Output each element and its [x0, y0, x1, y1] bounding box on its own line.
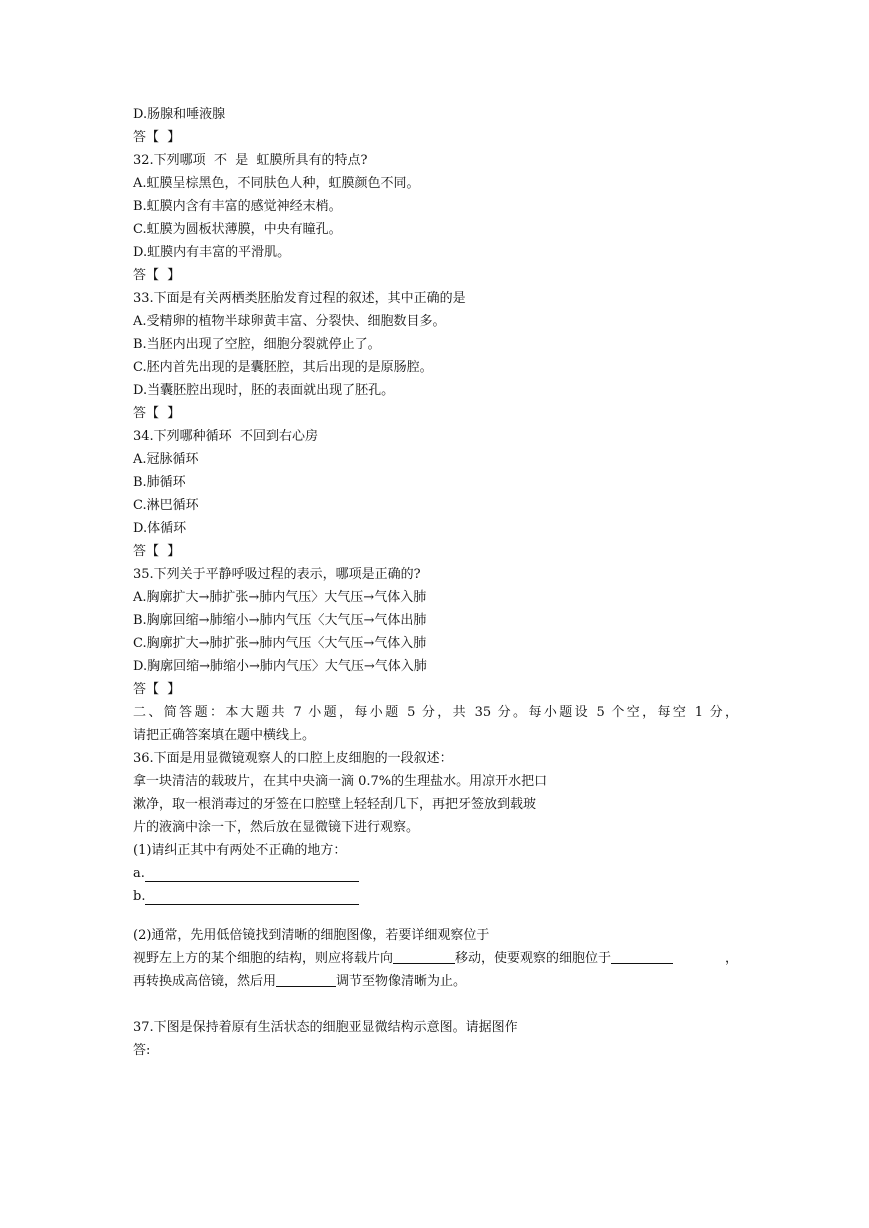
option-35-a: A.胸廓扩大→肺扩张→肺内气压〉大气压→气体入肺: [133, 590, 427, 605]
option-34-a: A.冠脉循环: [133, 452, 199, 467]
option-32-a: A.虹膜呈棕黑色，不同肤色人种，虹膜颜色不同。: [133, 176, 420, 191]
question-36-passage-line-2: 漱净，取一根消毒过的牙签在口腔壁上轻轻刮几下，再把牙签放到载玻: [133, 797, 537, 812]
section-2-instructions: 请把正确答案填在题中横线上。: [133, 728, 316, 743]
option-31-d: D.肠腺和唾液腺: [133, 107, 226, 122]
question-36-part-1: (1)请纠正其中有两处不正确的地方：: [133, 843, 347, 858]
part-2-text-a: 视野左上方的某个细胞的结构，则应将载片向: [133, 951, 394, 966]
answer-a-blank[interactable]: [145, 869, 359, 882]
adjustment-blank[interactable]: [276, 974, 336, 987]
option-32-d: D.虹膜内有丰富的平滑肌。: [133, 245, 291, 260]
part-2-text-b: 移动，使要观察的细胞位于: [455, 951, 612, 966]
question-36-answer-b: [133, 889, 359, 905]
option-33-d: D.当囊胚腔出现时，胚的表面就出现了胚孔。: [133, 383, 395, 398]
answer-32: 答【 】: [133, 268, 181, 283]
answer-34: 答【 】: [133, 544, 181, 559]
question-37: 37.下图是保持着原有生活状态的细胞亚显微结构示意图。请据图作: [133, 1020, 518, 1035]
option-33-b: B.当胚内出现了空腔，细胞分裂就停止了。: [133, 337, 381, 352]
option-32-b: B.虹膜内含有丰富的感觉神经末梢。: [133, 199, 342, 214]
question-36: 36.下面是用显微镜观察人的口腔上皮细胞的一段叙述：: [133, 751, 453, 766]
answer-35: 答【 】: [133, 682, 181, 697]
question-36-part-2-line-3: [133, 974, 466, 990]
position-blank[interactable]: [611, 951, 673, 964]
answer-33: 答【 】: [133, 406, 181, 421]
part-2-text-c: ，: [724, 951, 738, 966]
question-32: 32.下列哪项 不 是 虹膜所具有的特点?: [133, 153, 368, 168]
question-36-part-2-line-2: [133, 951, 738, 967]
question-34: 34.下列哪种循环 不回到右心房: [133, 429, 318, 444]
option-34-b: B.肺循环: [133, 475, 186, 490]
option-32-c: C.虹膜为圆板状薄膜，中央有瞳孔。: [133, 222, 342, 237]
part-2-text-d: 再转换成高倍镜，然后用: [133, 974, 277, 989]
option-34-d: D.体循环: [133, 521, 187, 536]
section-2-heading: 二、简答题：本大题共 7 小题，每小题 5 分，共 35 分。每小题设 5 个空，每空 1 分，: [133, 705, 738, 720]
option-35-b: B.胸廓回缩→肺缩小→肺内气压〈大气压→气体出肺: [133, 613, 427, 628]
option-35-c: C.胸廓扩大→肺扩张→肺内气压〈大气压→气体入肺: [133, 636, 427, 651]
option-34-c: C.淋巴循环: [133, 498, 199, 513]
direction-blank[interactable]: [393, 951, 455, 964]
question-36-answer-a: [133, 866, 359, 882]
question-37-answer-label: 答:: [133, 1043, 151, 1058]
answer-a-label: a.: [133, 866, 145, 881]
answer-b-blank[interactable]: [145, 892, 359, 905]
question-36-part-2: (2)通常，先用低倍镜找到清晰的细胞图像，若要详细观察位于: [133, 928, 490, 943]
question-36-passage-line-1: 拿一块清洁的载玻片，在其中央滴一滴 0.7%的生理盐水。用凉开水把口: [133, 774, 548, 789]
question-35: 35.下列关于平静呼吸过程的表示，哪项是正确的?: [133, 567, 421, 582]
question-33: 33.下面是有关两栖类胚胎发育过程的叙述，其中正确的是: [133, 291, 466, 306]
answer-31: 答【 】: [133, 130, 181, 145]
question-36-passage-line-3: 片的液滴中涂一下，然后放在显微镜下进行观察。: [133, 820, 420, 835]
option-35-d: D.胸廓回缩→肺缩小→肺内气压〉大气压→气体入肺: [133, 659, 427, 674]
option-33-c: C.胚内首先出现的是囊胚腔，其后出现的是原肠腔。: [133, 360, 433, 375]
option-33-a: A.受精卵的植物半球卵黄丰富、分裂快、细胞数目多。: [133, 314, 446, 329]
part-2-text-e: 调节至物像清晰为止。: [336, 974, 467, 989]
answer-b-label: b.: [133, 889, 146, 904]
